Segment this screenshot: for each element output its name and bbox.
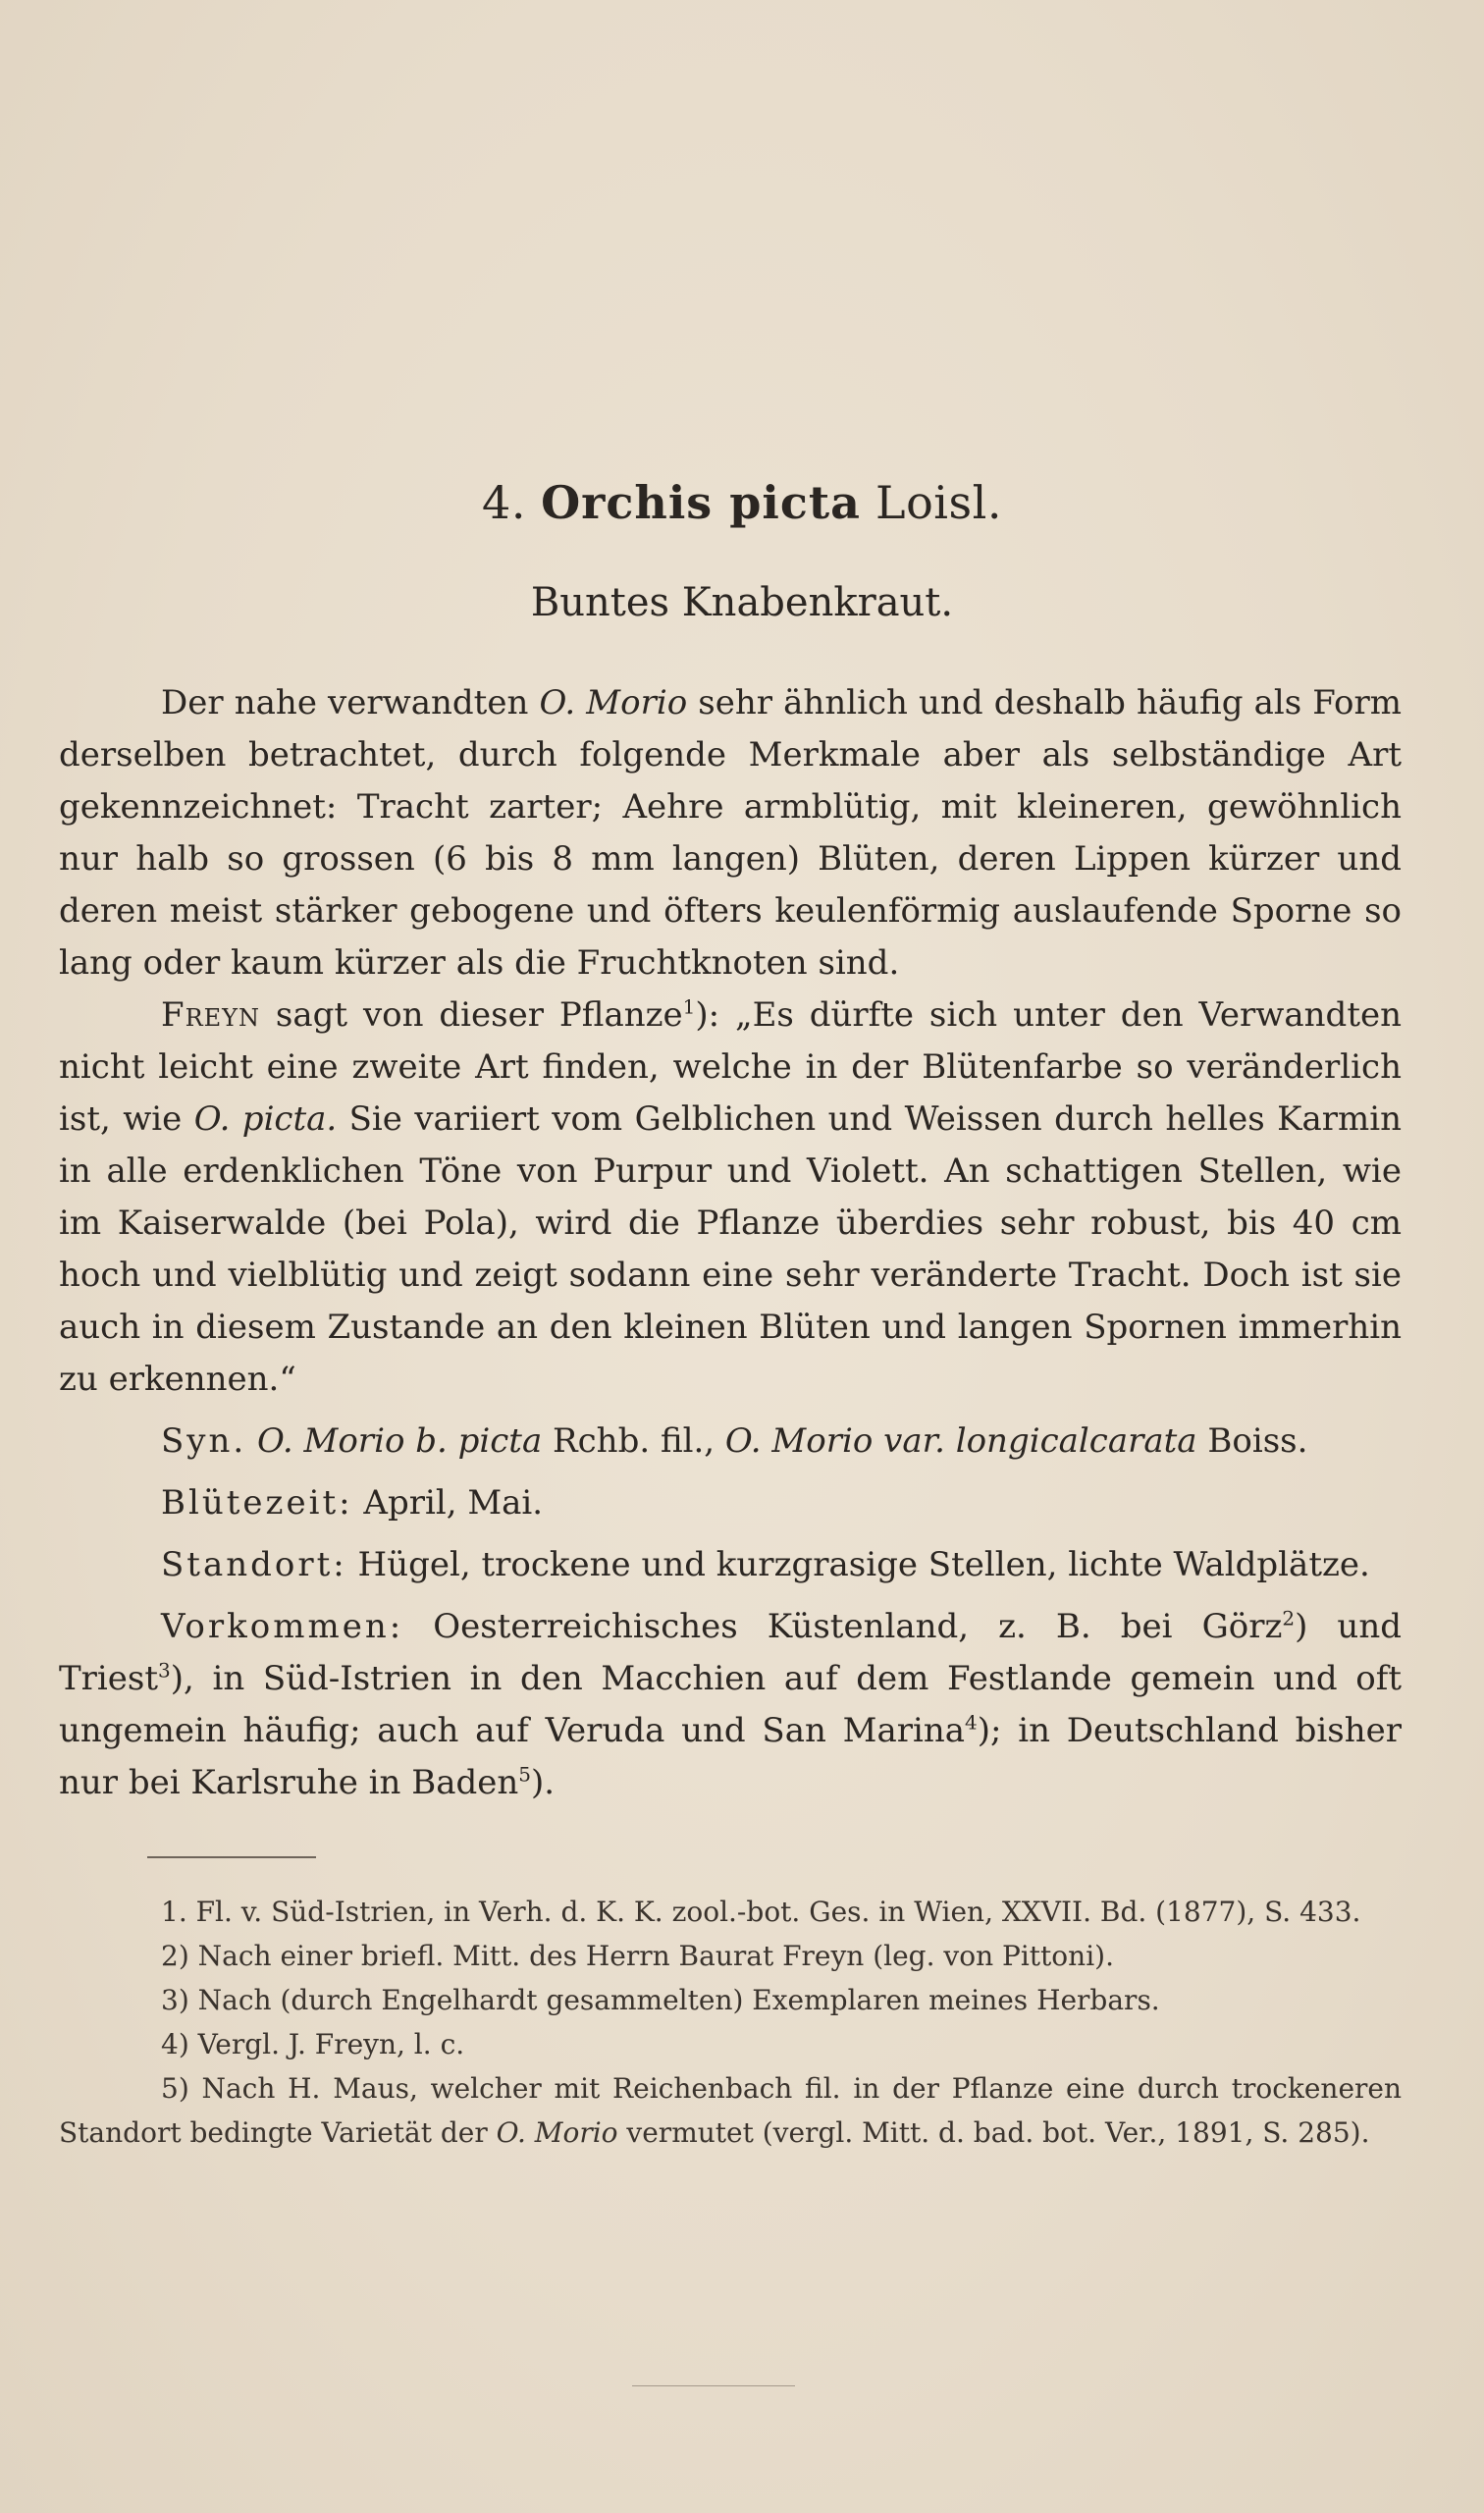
footnote-5 xyxy=(59,2066,1402,2155)
heading-species-name: Orchis picta xyxy=(541,476,861,529)
text-run: ): „Es dürfte sich unter den Verwandten nicht leicht eine zweite Art finden, welche in der Blütenfarbe so veränderlich ist, wie xyxy=(59,995,1402,1139)
text-run: Sie variiert vom Gelblichen und Weissen durch helles Karmin in alle erdenklichen Töne von Purpur und Violett. An schattigen Stellen, wie im Kaiserwalde (bei Pola), wird die Pflanze überdies sehr robust, bis 40 cm hoch und vielblütig und zeigt sodann eine sehr veränderte Tracht. Doch ist sie auch in diesem Zustande an den kleinen Blüten und langen Spornen immerhin zu erkennen.“ xyxy=(59,1099,1402,1399)
species-heading xyxy=(0,473,1484,532)
species-ref: O. Morio xyxy=(539,683,688,722)
footnote-ref: 2 xyxy=(1282,1606,1296,1631)
heading-number: 4. xyxy=(482,476,526,529)
text-run: Oesterreichisches Küstenland, z. B. bei Görz xyxy=(403,1607,1283,1646)
text-run: 5) Nach H. Maus, welcher mit Reichenbach fil. in der Pflanze eine durch trockeneren Standort bedingte Varietät der xyxy=(59,2072,1402,2149)
footnote-ref: 4 xyxy=(965,1710,978,1735)
section-label: Vorkommen: xyxy=(161,1607,404,1646)
paragraph-synonyms xyxy=(59,1416,1402,1468)
species-ref: O. picta. xyxy=(193,1099,338,1139)
author-name: Freyn xyxy=(161,995,261,1035)
paragraph-description xyxy=(59,677,1402,989)
text-run: ) und Triest xyxy=(59,1607,1402,1698)
text-run: vermutet (vergl. Mitt. d. bad. bot. Ver., 1891, S. 285). xyxy=(617,2116,1370,2149)
text-run: Rchb. fil., xyxy=(542,1421,725,1461)
text-run: April, Mai. xyxy=(352,1483,544,1523)
paragraph-vorkommen xyxy=(59,1601,1402,1809)
footnote-ref: 1 xyxy=(682,994,696,1019)
section-label: Syn. xyxy=(161,1421,247,1461)
footnote-2: 2) Nach einer briefl. Mitt. des Herrn Baurat Freyn (leg. von Pittoni). xyxy=(161,1940,1114,1972)
paragraph-freyn-quote xyxy=(59,989,1402,1406)
text-run: Boiss. xyxy=(1196,1421,1308,1461)
footnote-ref: 5 xyxy=(518,1762,531,1787)
paragraph-bluetezeit xyxy=(59,1477,1402,1529)
body-text xyxy=(59,677,1402,1809)
footnote-ref: 3 xyxy=(158,1658,171,1683)
text-run: Hügel, trockene und kurzgrasige Stellen, lichte Waldplätze. xyxy=(346,1545,1370,1584)
section-label: Standort: xyxy=(161,1545,347,1584)
text-run: ), in Süd-Istrien in den Macchien auf dem Festlande gemein und oft ungemein häufig; auch auf Veruda und San Marina xyxy=(59,1659,1402,1750)
text-run: Der nahe verwandten xyxy=(161,683,540,722)
footnote-3: 3) Nach (durch Engelhardt gesammelten) Exemplaren meines Herbars. xyxy=(161,1984,1160,2016)
section-label: Blütezeit: xyxy=(161,1483,353,1523)
common-name: Buntes Knabenkraut. xyxy=(530,580,954,625)
species-ref: O. Morio var. longicalcarata xyxy=(724,1421,1197,1461)
heading-author: Loisl. xyxy=(875,476,1002,529)
text-run: ). xyxy=(531,1763,556,1802)
text-run: ); in Deutschland bisher nur bei Karlsruhe in Baden xyxy=(59,1711,1402,1802)
footnote-4: 4) Vergl. J. Freyn, l. c. xyxy=(161,2028,465,2060)
species-ref: O. Morio b. picta xyxy=(257,1421,543,1461)
footnote-divider xyxy=(147,1856,316,1858)
text-run: sagt von dieser Pflanze xyxy=(260,995,683,1035)
text-run: sehr ähnlich und deshalb häufig als Form derselben betrachtet, durch folgende Merkmale aber als selbständige Art gekennzeichnet: Tracht zarter; Aehre armblütig, mit kleineren, gewöhnlich nur halb so grossen (6 bis 8 mm langen) Blüten, deren Lippen kürzer und deren meist stärker gebogene und öfters keulenförmig auslaufende Sporne so lang oder kaum kürzer als die Fruchtknoten sind. xyxy=(59,683,1402,983)
species-ref: O. Morio xyxy=(496,2116,618,2149)
paragraph-standort xyxy=(59,1539,1402,1591)
footnotes xyxy=(59,1890,1402,2155)
page-end-rule xyxy=(632,2385,795,2386)
footnote-1: 1. Fl. v. Süd-Istrien, in Verh. d. K. K. zool.-bot. Ges. in Wien, XXVII. Bd. (1877), S. 433. xyxy=(161,1896,1361,1928)
